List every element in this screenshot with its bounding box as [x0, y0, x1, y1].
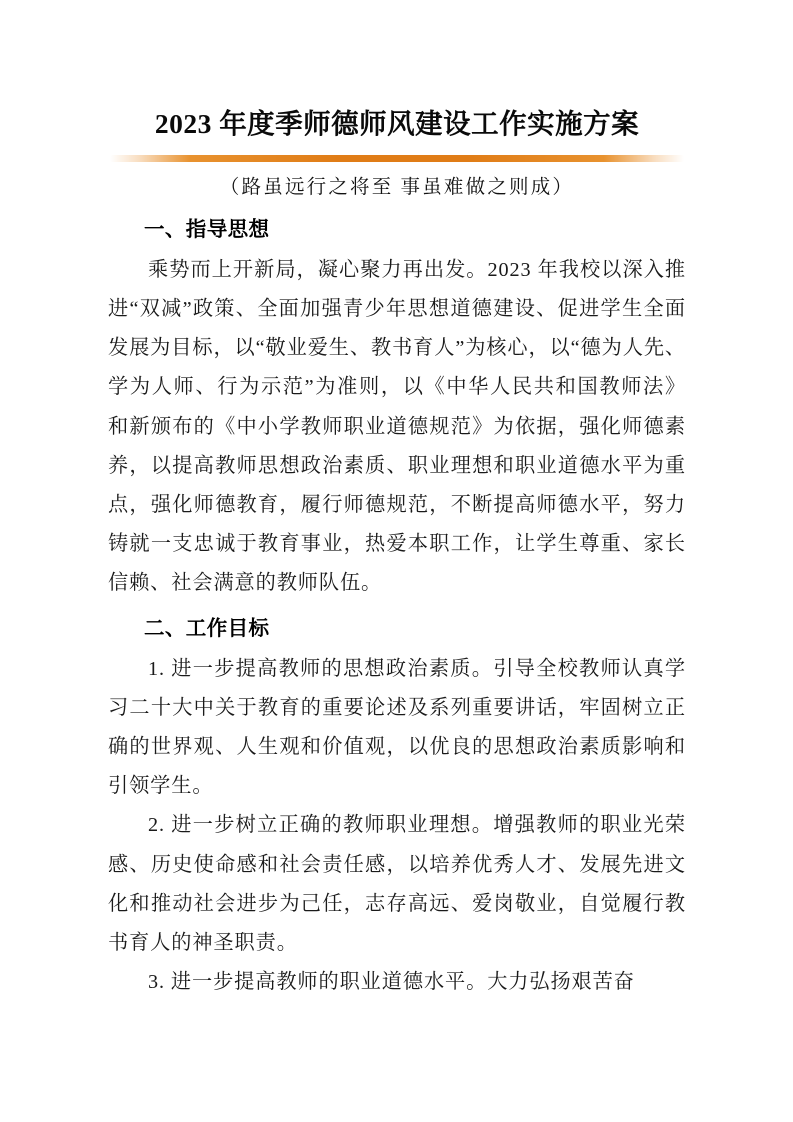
title-underline-decoration [110, 155, 684, 162]
document-subtitle: （路虽远行之将至 事虽难做之则成） [219, 176, 575, 198]
paragraph-goal-3: 3. 进一步提高教师的职业道德水平。大力弘扬艰苦奋 [148, 971, 635, 994]
document-content [108, 86, 686, 1003]
paragraph-guiding-thought: 乘势而上开新局，凝心聚力再出发。2023 年我校以深入推进“双减”政策、全面加强青少年思想道德建设、促进学生全面发展为目标，以“敬业爱生、教书育人”为核心，以“德为人先、学为人师、行为示范”为准则，以《中华人民共和国教师法》和新颁布的《中小学教师职业道德规范》为依据，强化师德素养，以提高教师思想政治素质、职业理想和职业道德水平为重点，强化师德教育，履行师德规范，不断提高师德水平，努力铸就一支忠诚于教育事业，热爱本职工作，让学生尊重、家长信赖、社会满意的教师队伍。 [108, 258, 686, 595]
paragraph-goal-2: 2. 进一步树立正确的教师职业理想。增强教师的职业光荣感、历史使命感和社会责任感，以培养优秀人才、发展先进文化和推动社会进步为己任，志存高远、爱岗敬业，自觉履行教书育人的神圣职责。 [108, 814, 686, 955]
section-heading-guiding-thought: 一、指导思想 [144, 217, 270, 241]
page-title: 2023 年度季师德师风建设工作实施方案 [154, 108, 640, 140]
title-block [108, 86, 686, 163]
section-heading-work-goals: 二、工作目标 [144, 616, 270, 640]
paragraph-goal-1: 1. 进一步提高教师的思想政治素质。引导全校教师认真学习二十大中关于教育的重要论述及系列重要讲话，牢固树立正确的世界观、人生观和价值观，以优良的思想政治素质影响和引领学生。 [108, 657, 686, 798]
